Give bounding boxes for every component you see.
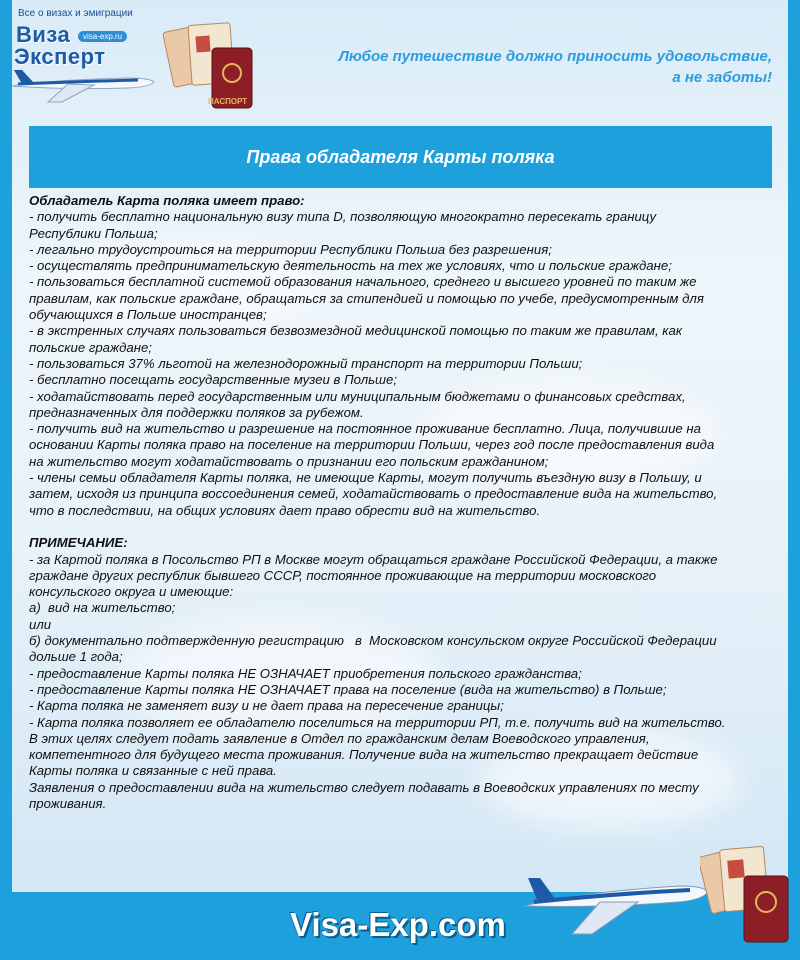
rights-line: - получить вид на жительство и разрешение на постоянное проживание бесплатно. Лица, получившие на [29, 421, 702, 437]
rights-line: правилам, как польские граждане, обращаться за стипендией и помощью по учебе, предусмотренным для [29, 290, 704, 306]
rights-line: предназначенных для поддержки поляков за рубежом. [29, 404, 364, 420]
note-line: дольше 1 года; [29, 649, 123, 665]
note-line: или [29, 616, 52, 632]
note-line: - за Картой поляка в Посольство РП в Москве могут обращаться граждане Российской Федерации, а также [29, 551, 718, 567]
note-line: компетентного для будущего места проживания. Получение вида на жительство прекращает действие [29, 747, 699, 763]
slogan-line-1: Любое путешествие должно приносить удовольствие, [338, 48, 772, 65]
note-line: консульского округа и имеющие: [29, 584, 234, 600]
footer-site-link[interactable]: Visa-Exp.com [290, 906, 506, 943]
rights-list [29, 209, 774, 519]
article-body [29, 193, 774, 812]
rights-line: что в последствии, на общих условиях дает право обрести вид на жительство. [29, 502, 541, 518]
header-slogan [292, 46, 772, 88]
rights-line: Республики Польша; [29, 225, 158, 241]
note-line: а) вид на жительство; [29, 600, 176, 616]
note-line: В этих целях следует подать заявление в Отдел по гражданским делам Воеводского управления, [29, 730, 650, 746]
note-line: Заявления о предоставлении вида на жительство следует подавать в Воеводских управлениях по месту [29, 779, 699, 795]
footer-passport-icon [700, 840, 796, 950]
rights-line: - ходатайствовать перед государственным или муниципальным бюджетами о финансовых средствах, [29, 388, 686, 404]
rights-line: - получить бесплатно национальную визу типа D, позволяющую многократно пересекать границу [29, 209, 657, 225]
logo-text-line1[interactable]: Виза [16, 22, 71, 47]
rights-line: обучающихся в Польше иностранцев; [29, 307, 267, 323]
paragraph-gap [29, 519, 774, 535]
slogan-line-2: а не заботы! [672, 69, 772, 86]
passport-label: ПАСПОРТ [208, 97, 248, 106]
frame-right [788, 0, 800, 960]
note-line: б) документально подтвержденную регистрацию в Московском консульском округе Российской Федерации [29, 633, 717, 649]
title-banner [29, 126, 772, 188]
note-line: Карты поляка и связанные с ней права. [29, 763, 277, 779]
header-tagline: Все о визах и эмиграции [18, 8, 133, 19]
frame-left [0, 0, 12, 960]
rights-heading: Обладатель Карта поляка имеет право: [29, 193, 305, 208]
rights-line: - осуществлять предпринимательскую деятельность на тех же условиях, что и польские граждане; [29, 258, 672, 274]
note-line: - Карта поляка не заменяет визу и не дает права на пересечение границы; [29, 698, 504, 714]
logo-url-badge[interactable]: visa-exp.ru [78, 31, 127, 42]
logo-text-line2[interactable]: Эксперт [14, 44, 106, 69]
rights-line: польские граждане; [29, 339, 152, 355]
rights-line: затем, исходя из принципа воссоединения семей, ходатайствовать о предоставление вида на жительство, [29, 486, 718, 502]
note-line: - Карта поляка позволяет ее обладателю поселиться на территории РП, т.е. получить вид на жительство. [29, 714, 726, 730]
rights-line: на жительство могут ходатайствовать о признании его польским гражданином; [29, 453, 549, 469]
note-line: - предоставление Карты поляка НЕ ОЗНАЧАЕТ права на поселение (вида на жительство) в Польше; [29, 681, 667, 697]
note-heading: ПРИМЕЧАНИЕ: [29, 535, 128, 551]
footer-airplane-icon [520, 856, 710, 936]
rights-line: - в экстренных случаях пользоваться безвозмездной медицинской помощью по таким же правилам, как [29, 323, 683, 339]
note-line: проживания. [29, 795, 107, 811]
rights-line: - легально трудоустроиться на территории Республики Польша без разрешения; [29, 241, 552, 257]
airplane-icon [8, 60, 158, 104]
rights-line: - бесплатно посещать государственные музеи в Польше; [29, 372, 398, 388]
note-line: граждане других республик бывшего СССР, постоянное проживающие на территории московского [29, 567, 657, 583]
rights-line: - пользоваться бесплатной системой образования начального, среднего и высшего уровней по таким же [29, 274, 697, 290]
rights-line: - пользоваться 37% льготой на железнодорожный транспорт на территории Польши; [29, 355, 583, 371]
page-title: Права обладателя Карты поляка [246, 146, 555, 167]
rights-line: - члены семьи обладателя Карты поляка, не имеющие Карты, могут получить въездную визу в Польшу, и [29, 470, 702, 486]
header [0, 0, 800, 118]
note-line: - предоставление Карты поляка НЕ ОЗНАЧАЕТ приобретения польского гражданства; [29, 665, 582, 681]
note-list [29, 552, 774, 813]
rights-line: основании Карты поляка право на поселение на территории Польши, через год после предоставления вида [29, 437, 715, 453]
